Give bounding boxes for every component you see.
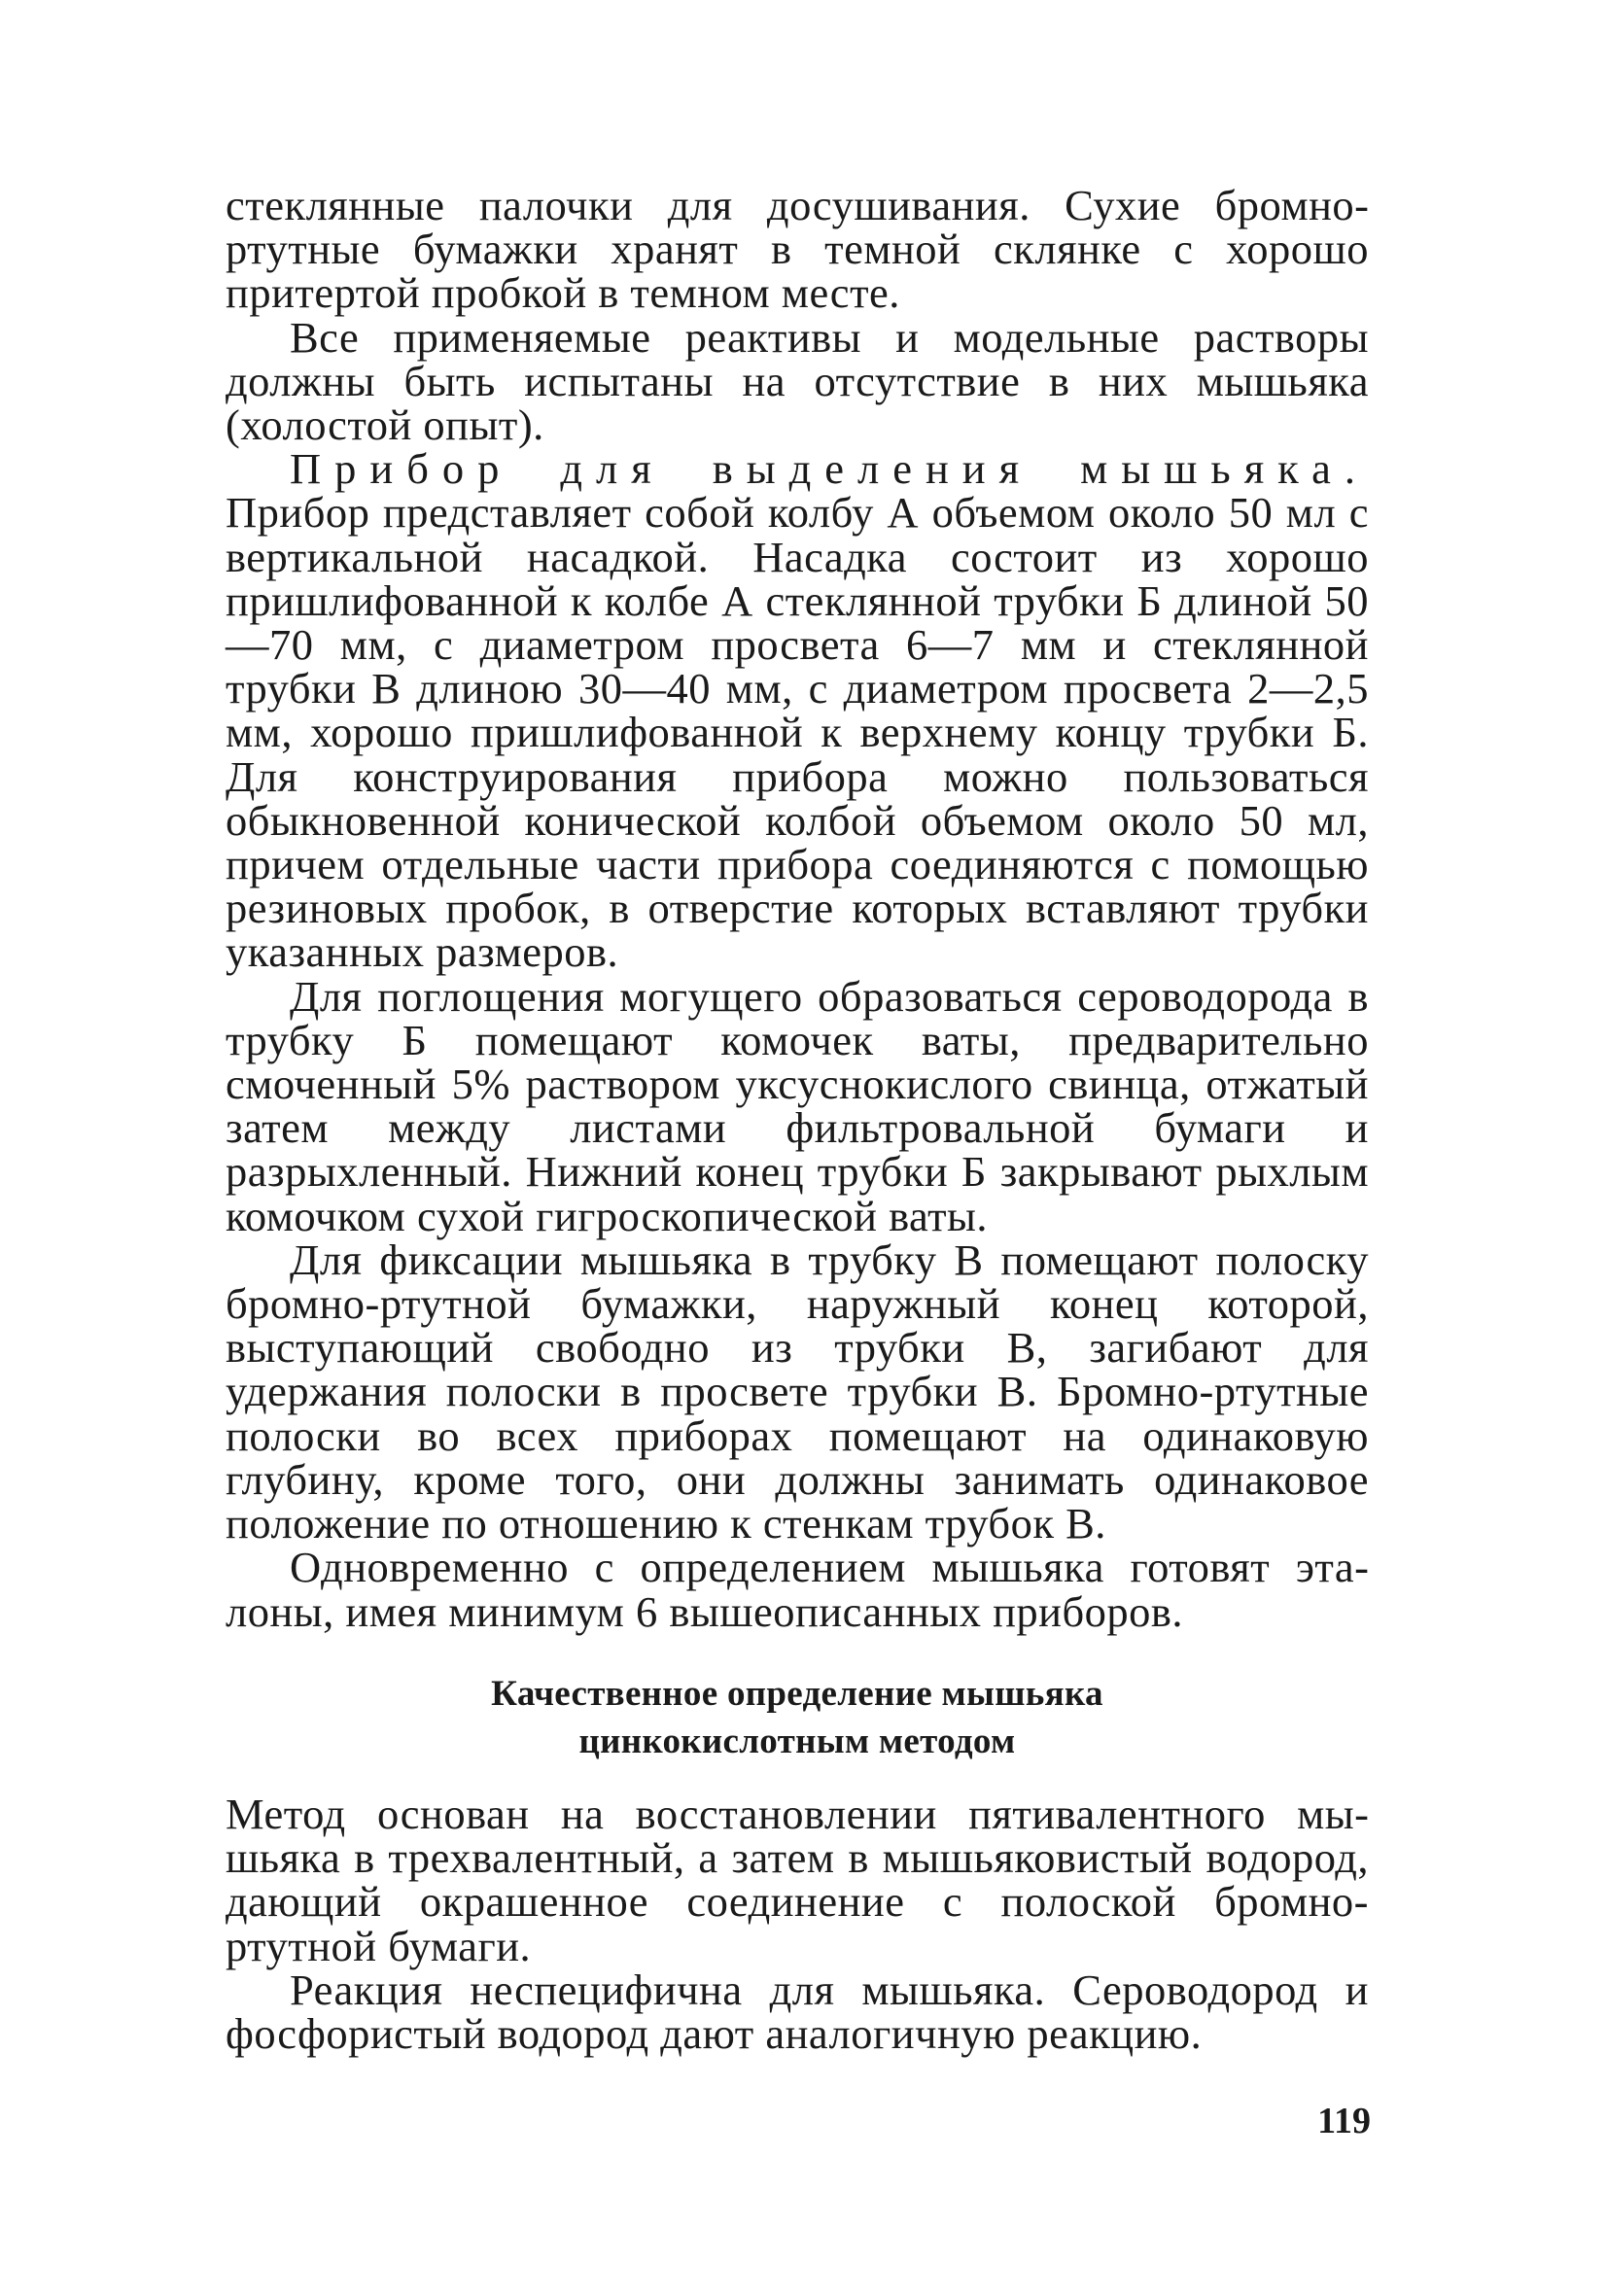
paragraph-text: Для фиксации мышьяка в трубку В помещают полоску бромно-ртутной бумажки, наружный конец которой, выступающий свободно из трубки В, загибают для удержания полоски в просвете трубки В. Бромно-ртутные полоски во всех приборах помещают на одинаковую глубину, кроме того, они должны занимать одинаковое положение по отношению к стенкам трубок В. xyxy=(226,1235,1369,1548)
page-number: 119 xyxy=(1317,2101,1371,2141)
paragraph xyxy=(226,1543,1369,1636)
spaced-lead-in: Прибор для выделения мышьяка. xyxy=(290,444,1369,494)
paragraph-text: Одновременно с определением мышьяка готовят эталоны, имея минимум 6 вышеописанных приборов. xyxy=(226,1543,1369,1636)
paragraph-text: стеклянные палочки для досушивания. Сухие бромнортутные бумажки хранят в темной склянке с хорошо притертой пробкой в темном месте. xyxy=(226,181,1369,318)
section-heading-line-2: цинкокислотным методом xyxy=(578,1722,1016,1761)
paragraph xyxy=(226,181,1369,318)
paragraph xyxy=(226,444,1369,977)
paragraph-text: Метод основан на восстановлении пятивалентного мышьяка в трехвалентный, а затем в мышьяковистый водород, дающий окрашенное соединение с полоской бромно-ртутной бумаги. xyxy=(226,1790,1369,1970)
paragraph-text: Для поглощения могущего образоваться сероводорода в трубку Б помещают комочек ваты, предварительно смоченный 5% раствором уксуснокислого свинца, отжатый затем между листами фильтровальной бумаги и разрыхленный. Нижний конец трубки Б закрывают рыхлым комочком сухой гигроскопической ваты. xyxy=(226,971,1369,1240)
paragraph-text: Прибор представляет собой колбу А объемом около 50 мл с вертикальной насадкой. Насадка состоит из хорошо пришлифованной к колбе А стеклянной трубки Б длиной 50—70 мм, с диаметром просвета 6—7 мм и стеклянной трубки В длиною 30—40 мм, с диаметром просвета 2—2,5 мм, хорошо пришлифованной к верхнему концу трубки Б. Для конструирования прибора можно пользоваться обыкновенной конической колбой объемом около 50 мл, причем отдельные части прибора соединяются с помощью резиновых пробок, в отверстие которых вставляют трубки указанных размеров. xyxy=(226,488,1369,977)
paragraph xyxy=(226,312,1369,450)
paragraph-text: Все применяемые реактивы и модельные растворы должны быть испытаны на отсутствие в них мышьяка (холостой опыт). xyxy=(226,312,1369,450)
body-text-bottom xyxy=(226,1790,1369,2059)
paragraph xyxy=(226,971,1369,1240)
body-text-top xyxy=(226,181,1369,1636)
paragraph-text: Реакция неспецифична для мышьяка. Сероводород и фосфористый водород дают аналогичную реакцию. xyxy=(226,1965,1369,2059)
paragraph xyxy=(226,1235,1369,1548)
paragraph xyxy=(226,1965,1369,2059)
paragraph xyxy=(226,1792,1369,1968)
section-heading xyxy=(226,1670,1369,1765)
section-heading-line-1: Качественное определение мышьяка xyxy=(491,1674,1103,1714)
